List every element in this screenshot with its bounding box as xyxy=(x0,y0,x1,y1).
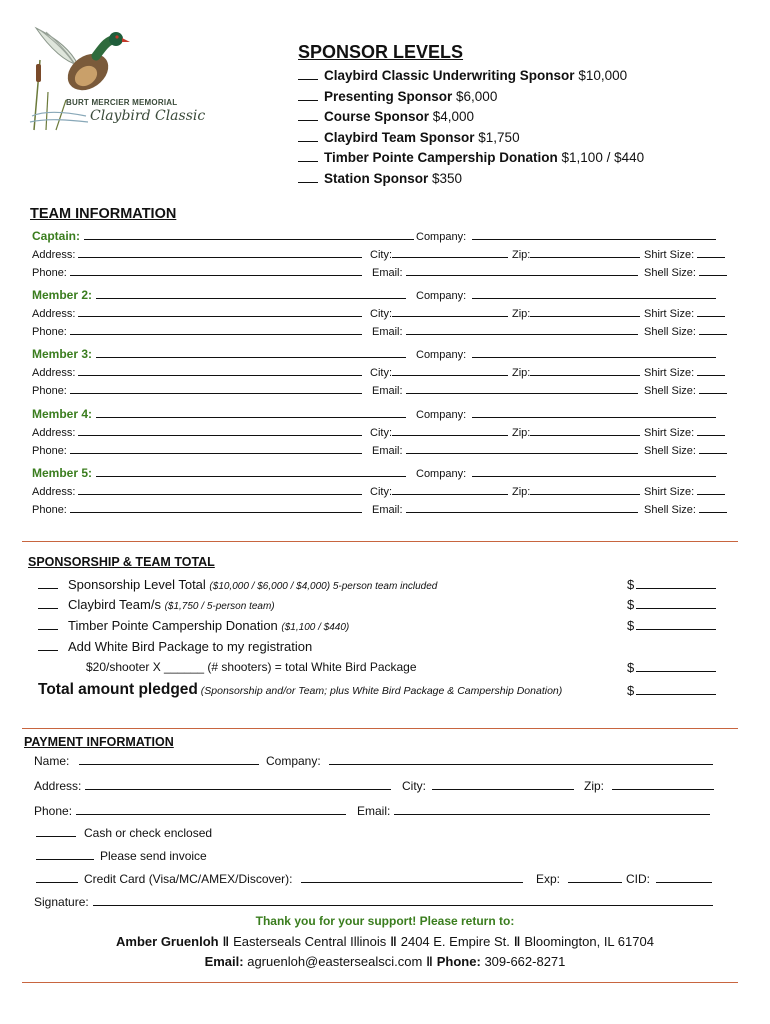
sponsor-level-item[interactable]: Presenting Sponsor $6,000 xyxy=(298,89,644,110)
checkbox-blank[interactable] xyxy=(298,130,318,142)
member-contact-row[interactable]: Phone: Email: Shell Size: xyxy=(32,265,736,283)
amount-field[interactable]: $ xyxy=(627,597,716,612)
member-shell-input[interactable] xyxy=(699,502,727,513)
team-member-block xyxy=(32,347,736,401)
member-shirt-input[interactable] xyxy=(697,484,725,495)
payment-city-field[interactable]: City: xyxy=(402,779,574,793)
member-label: Member 3: xyxy=(32,347,93,361)
footer-divider xyxy=(22,982,738,983)
sponsor-level-item[interactable]: Station Sponsor $350 xyxy=(298,171,644,192)
member-zip-input[interactable] xyxy=(530,247,640,258)
member-company-input[interactable] xyxy=(472,347,716,358)
sponsor-level-item[interactable]: Course Sponsor $4,000 xyxy=(298,109,644,130)
member-shell-input[interactable] xyxy=(699,265,727,276)
member-address-row[interactable]: Address: City: Zip: Shirt Size: xyxy=(32,306,736,324)
sponsor-levels-list xyxy=(298,68,644,192)
member-address-input[interactable] xyxy=(78,306,362,317)
member-name-input[interactable] xyxy=(96,288,406,299)
member-shirt-input[interactable] xyxy=(697,365,725,376)
member-name-input[interactable] xyxy=(84,229,414,240)
member-name-row[interactable]: Member 2: Company: xyxy=(32,288,736,306)
checkbox-blank[interactable] xyxy=(298,109,318,121)
member-contact-row[interactable]: Phone: Email: Shell Size: xyxy=(32,324,736,342)
team-member-block xyxy=(32,229,736,283)
member-phone-input[interactable] xyxy=(70,324,362,335)
payment-email-field[interactable]: Email: xyxy=(357,804,710,818)
team-member-block xyxy=(32,407,736,461)
checkbox-blank[interactable] xyxy=(298,150,318,162)
member-email-input[interactable] xyxy=(406,383,638,394)
member-email-input[interactable] xyxy=(406,265,638,276)
payment-zip-field[interactable]: Zip: xyxy=(584,779,714,793)
section-divider xyxy=(22,541,738,542)
member-city-input[interactable] xyxy=(392,365,508,376)
total-pledged-row: Total amount pledged (Sponsorship and/or Team; plus White Bird Package & Campership Donation) xyxy=(38,681,563,698)
contact-info: Email: agruenloh@eastersealsci.com ‖ Phone: 309-662-8271 xyxy=(204,954,566,969)
member-city-input[interactable] xyxy=(392,306,508,317)
payment-phone-field[interactable]: Phone: xyxy=(34,804,346,818)
member-zip-input[interactable] xyxy=(530,306,640,317)
thank-you-message: Thank you for your support! Please return to: xyxy=(255,914,515,928)
credit-card-option[interactable]: Credit Card (Visa/MC/AMEX/Discover): xyxy=(36,872,523,886)
email-link[interactable]: agruenloh@eastersealsci.com xyxy=(247,954,423,969)
member-label: Member 5: xyxy=(32,466,93,480)
member-zip-input[interactable] xyxy=(530,484,640,495)
member-shell-input[interactable] xyxy=(699,324,727,335)
member-label: Captain: xyxy=(32,229,80,243)
phone-link[interactable]: 309-662-8271 xyxy=(484,954,566,969)
payment-information-title: PAYMENT INFORMATION xyxy=(24,735,174,749)
member-label: Member 2: xyxy=(32,288,93,302)
member-shirt-input[interactable] xyxy=(697,306,725,317)
member-address-input[interactable] xyxy=(78,425,362,436)
member-zip-input[interactable] xyxy=(530,425,640,436)
sponsor-level-item[interactable]: Timber Pointe Campership Donation $1,100 / $440 xyxy=(298,150,644,171)
total-amount-field[interactable]: $ xyxy=(627,683,716,698)
team-information-title: TEAM INFORMATION xyxy=(30,206,177,222)
member-address-input[interactable] xyxy=(78,484,362,495)
member-name-input[interactable] xyxy=(96,407,406,418)
claybird-team-row[interactable]: Claybird Team/s ($1,750 / 5-person team) xyxy=(38,597,275,612)
member-shirt-input[interactable] xyxy=(697,247,725,258)
member-phone-input[interactable] xyxy=(70,383,362,394)
sponsorship-total-title: SPONSORSHIP & TEAM TOTAL xyxy=(28,555,215,569)
campership-donation-row[interactable]: Timber Pointe Campership Donation ($1,100 / $440) xyxy=(38,618,349,633)
sponsor-levels-title: SPONSOR LEVELS xyxy=(298,42,464,62)
send-invoice-option[interactable]: Please send invoice xyxy=(36,849,207,863)
checkbox-blank[interactable] xyxy=(38,640,58,651)
member-company-input[interactable] xyxy=(472,229,716,240)
checkbox-blank[interactable] xyxy=(298,89,318,101)
member-contact-row[interactable]: Phone: Email: Shell Size: xyxy=(32,383,736,401)
member-contact-row[interactable]: Phone: Email: Shell Size: xyxy=(32,502,736,520)
member-phone-input[interactable] xyxy=(70,502,362,513)
member-company-input[interactable] xyxy=(472,407,716,418)
sponsor-level-item[interactable]: Claybird Classic Underwriting Sponsor $10,000 xyxy=(298,68,644,89)
member-city-input[interactable] xyxy=(392,484,508,495)
member-contact-row[interactable]: Phone: Email: Shell Size: xyxy=(32,443,736,461)
member-shirt-input[interactable] xyxy=(697,425,725,436)
checkbox-blank[interactable] xyxy=(38,578,58,589)
member-name-row[interactable]: Captain: Company: xyxy=(32,229,736,247)
amount-field[interactable]: $ xyxy=(627,577,716,592)
team-member-block xyxy=(32,288,736,342)
member-address-input[interactable] xyxy=(78,247,362,258)
member-phone-input[interactable] xyxy=(70,443,362,454)
sponsorship-level-total-row[interactable]: Sponsorship Level Total ($10,000 / $6,000 / $4,000) 5-person team included xyxy=(38,577,437,592)
signature-field[interactable]: Signature: xyxy=(34,895,713,909)
member-company-input[interactable] xyxy=(472,466,716,477)
member-address-row[interactable]: Address: City: Zip: Shirt Size: xyxy=(32,425,736,443)
amount-field[interactable]: $ xyxy=(627,618,716,633)
member-label: Member 4: xyxy=(32,407,93,421)
member-address-input[interactable] xyxy=(78,365,362,376)
member-name-input[interactable] xyxy=(96,466,406,477)
member-email-input[interactable] xyxy=(406,324,638,335)
member-name-row[interactable]: Member 4: Company: xyxy=(32,407,736,425)
member-email-input[interactable] xyxy=(406,443,638,454)
white-bird-package-row[interactable]: Add White Bird Package to my registration xyxy=(38,639,312,654)
payment-address-field[interactable]: Address: xyxy=(34,779,391,793)
member-city-input[interactable] xyxy=(392,425,508,436)
member-address-row[interactable]: Address: City: Zip: Shirt Size: xyxy=(32,247,736,265)
logo-subtitle: BURT MERCIER MEMORIAL xyxy=(66,98,178,107)
amount-field[interactable]: $ xyxy=(627,660,716,675)
member-name-row[interactable]: Member 3: Company: xyxy=(32,347,736,365)
section-divider xyxy=(22,728,738,729)
logo-title: Claybird Classic xyxy=(90,108,206,124)
card-cid-field[interactable]: CID: xyxy=(626,872,712,886)
member-zip-input[interactable] xyxy=(530,365,640,376)
member-address-row[interactable]: Address: City: Zip: Shirt Size: xyxy=(32,365,736,383)
white-bird-calculation: $20/shooter X ______ (# shooters) = total White Bird Package xyxy=(86,660,417,674)
checkbox-blank[interactable] xyxy=(38,619,58,630)
member-address-row[interactable]: Address: City: Zip: Shirt Size: xyxy=(32,484,736,502)
checkbox-blank[interactable] xyxy=(298,171,318,183)
member-name-input[interactable] xyxy=(96,347,406,358)
sponsor-level-item[interactable]: Claybird Team Sponsor $1,750 xyxy=(298,130,644,151)
payment-company-field[interactable]: Company: xyxy=(266,754,713,768)
checkbox-blank[interactable] xyxy=(298,68,318,80)
cash-or-check-option[interactable]: Cash or check enclosed xyxy=(36,826,212,840)
member-shell-input[interactable] xyxy=(699,383,727,394)
member-shell-input[interactable] xyxy=(699,443,727,454)
member-name-row[interactable]: Member 5: Company: xyxy=(32,466,736,484)
member-email-input[interactable] xyxy=(406,502,638,513)
member-company-input[interactable] xyxy=(472,288,716,299)
checkbox-blank[interactable] xyxy=(38,598,58,609)
return-address: Amber Gruenloh ‖ Easterseals Central Illinois ‖ 2404 E. Empire St. ‖ Bloomington, IL 61704 xyxy=(116,934,654,949)
member-city-input[interactable] xyxy=(392,247,508,258)
card-expiration-field[interactable]: Exp: xyxy=(536,872,622,886)
payment-name-field[interactable]: Name: xyxy=(34,754,259,768)
member-phone-input[interactable] xyxy=(70,265,362,276)
team-member-block xyxy=(32,466,736,520)
